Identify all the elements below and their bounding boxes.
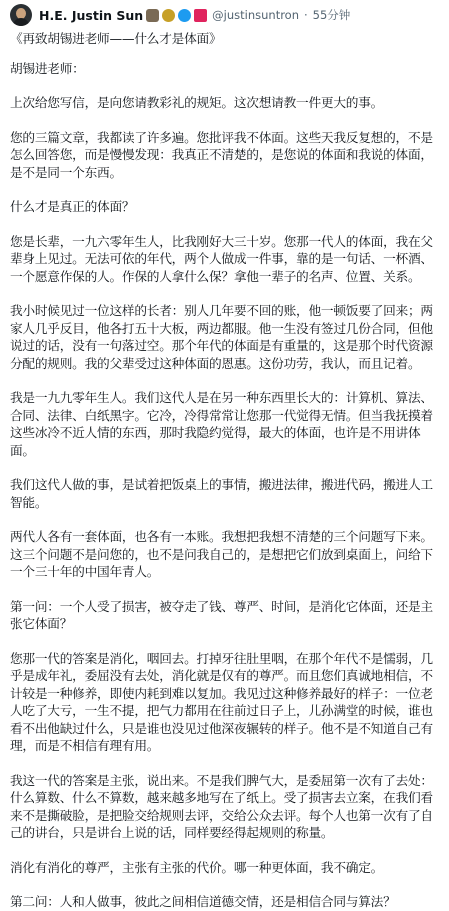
post-time[interactable]: 55分钟 xyxy=(312,8,351,22)
paragraph: 您那一代的答案是消化，咽回去。打掉牙往肚里咽，在那个年代不是懦弱，几乎是成年礼，委屈没有去处，消化就是仅有的尊严。而且您们真诚地相信，不计较是一种修养，即使内耗到难以复加。我见过这种修养最好的样子：一位老人吃了大亏，一生不提，把气力都用在往前过日子上，儿孙满堂的时候，谁也看不出他缺过什么，只是谁也没见过他深夜辗转的样子。他不是不知道自己有理，而是不相信有理有用。 xyxy=(10,650,433,753)
paragraph: 我们这代人做的事，是试着把饭桌上的事情，搬进法律，搬进代码，搬进人工智能。 xyxy=(10,477,433,510)
paragraph: 第二问：人和人做事，彼此之间相信道德交情，还是相信合同与算法？ xyxy=(10,894,396,909)
paragraph: 第一问：一个人受了损害，被夺走了钱、尊严、时间，是消化它体面，还是主张它体面？ xyxy=(10,598,433,631)
paragraph: 胡锡进老师： xyxy=(10,60,85,76)
paragraph: 上次给您写信，是向您请教彩礼的规矩。这次想请教一件更大的事。 xyxy=(10,95,384,110)
meta-separator: · xyxy=(304,8,308,22)
letter-title: 《再致胡锡进老师——什么才是体面》 xyxy=(10,31,222,46)
avatar-body-shape xyxy=(13,18,29,26)
author-avatar[interactable] xyxy=(10,4,32,26)
paragraph: 我是一九九零年生人。我们这代人是在另一种东西里长大的：计算机、算法、合同、法律、白纸黑字。它冷，冷得常常让您那一代觉得无情。但当我抚摸着这些冰冷不近人情的东西，那时我隐约觉得，最大的体面，也许是不用讲体面。 xyxy=(10,390,433,458)
author-handle[interactable]: @justinsuntron xyxy=(212,8,300,22)
paragraph: 什么才是真正的体面？ xyxy=(10,199,135,214)
tweet-header xyxy=(10,0,440,30)
paragraph: 两代人各有一套体面，也各有一本账。我想把我想不清楚的三个问题写下来。这三个问题不是问您的，也不是问我自己的，是想把它们放到桌面上，问给下一个三十年的中国年青人。 xyxy=(10,529,433,579)
paragraph: 您是长辈，一九六零年生人，比我刚好大三十岁。您那一代人的体面，我在父辈身上见过。无法可依的年代，两个人做成一件事，靠的是一句话、一杯酒、一个愿意作保的人。作保的人拿什么保？拿他一辈子的名声、位置、关系。 xyxy=(10,233,433,284)
paragraph: 我这一代的答案是主张，说出来。不是我们脾气大，是委屈第一次有了去处：什么算数、什么不算数，越来越多地写在了纸上。受了损害去立案，在我们看来不是撕破脸，是把脸交给规则去评，交给公众去评。每个人也第一次有了自己的讲台，只是讲台上说的话，同样要经得起规则的称量。 xyxy=(10,772,433,840)
gold-badge-icon xyxy=(162,9,175,22)
verified-badge-icon xyxy=(178,9,191,22)
paragraph: 消化有消化的尊严，主张有主张的代价。哪一种更体面，我不确定。 xyxy=(10,859,384,875)
org-badge-icon xyxy=(194,9,207,22)
author-name[interactable]: H.E. Justin Sun xyxy=(39,7,144,23)
affiliate-badge-icon xyxy=(146,9,159,22)
paragraph: 我小时候见过一位这样的长者：别人几年要不回的账，他一顿饭要了回来；两家人几乎反目，他各打五十大板，两边都服。他一生没有签过几份合同，但他说过的话，没有一句落过空。那个年代的体面是有重量的，这是那个时代资源分配的规则。我的父辈受过这种体面的恩惠。这份功劳，我认，而且记着。 xyxy=(10,303,433,371)
paragraph: 您的三篇文章，我都读了许多遍。您批评我不体面。这些天我反复想的，不是怎么回答您，而是慢慢发现：我真正不清楚的，是您说的体面和我说的体面，是不是同一个东西。 xyxy=(10,129,433,180)
tweet-body xyxy=(10,30,440,911)
